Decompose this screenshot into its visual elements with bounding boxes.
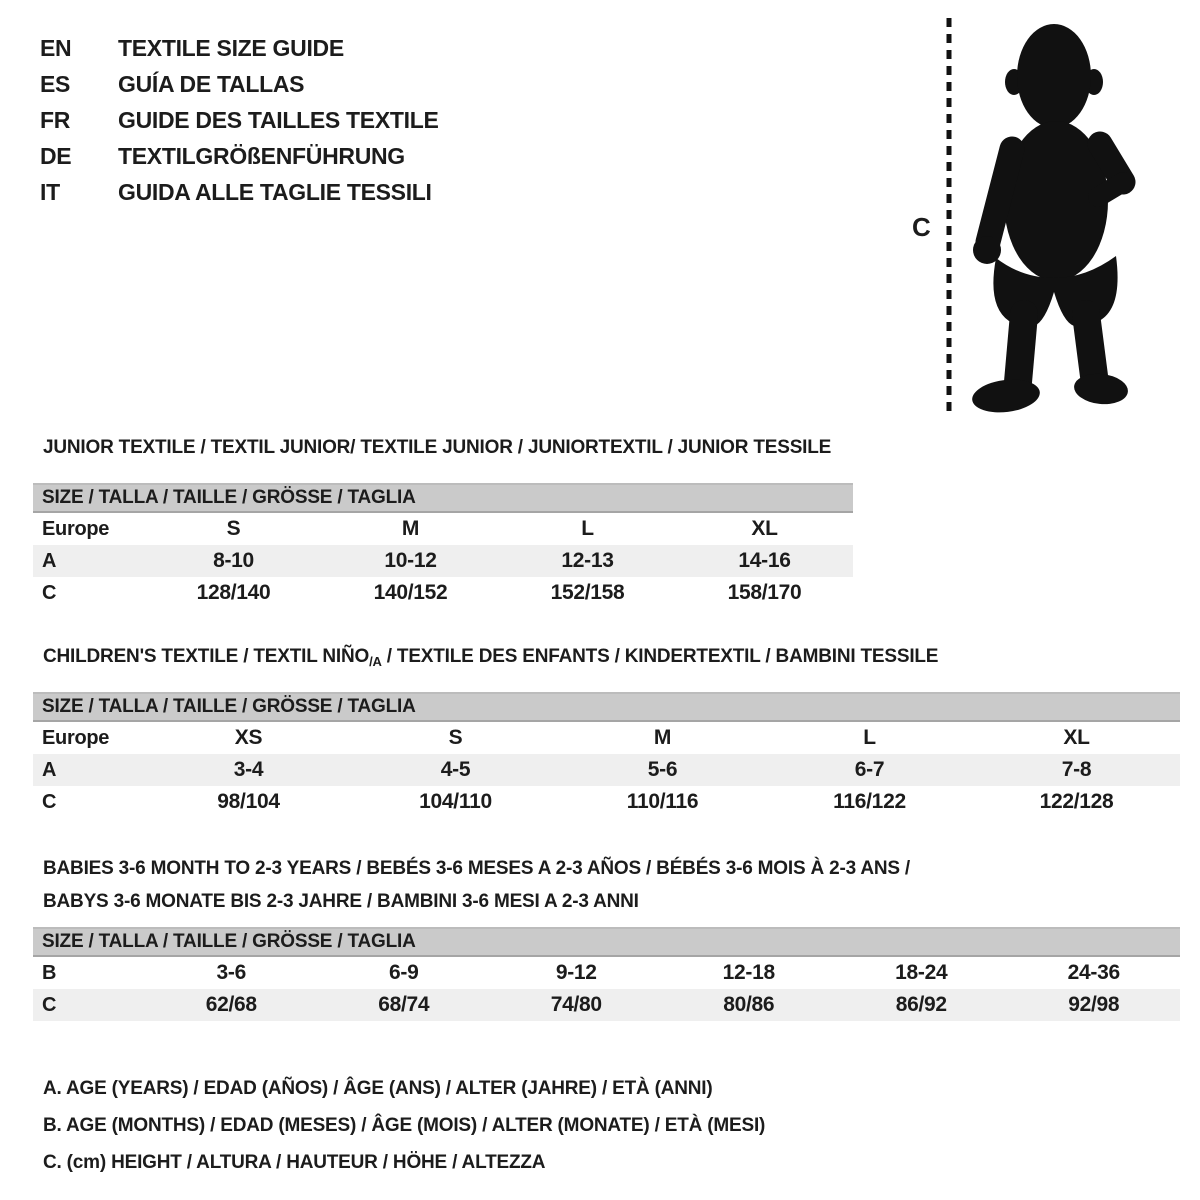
- table-cell: 128/140: [196, 581, 271, 604]
- table-cell: 152/158: [550, 581, 625, 604]
- language-row: [40, 138, 439, 174]
- language-code: EN: [40, 35, 72, 61]
- children-title-part: CHILDREN'S TEXTILE / TEXTIL NIÑO: [43, 646, 370, 667]
- language-title: TEXTILE SIZE GUIDE: [118, 35, 344, 61]
- table-cell: XL: [1063, 726, 1090, 749]
- row-label: C: [42, 790, 57, 813]
- row-label: A: [42, 758, 57, 781]
- row-label: Europe: [42, 726, 110, 749]
- language-row: [40, 30, 439, 66]
- height-measure-label: C: [912, 212, 931, 242]
- table-cell: M: [401, 517, 420, 540]
- table-cell: 116/122: [833, 790, 906, 813]
- table-cell: 24-36: [1067, 961, 1120, 984]
- table-cell: 104/110: [419, 790, 492, 813]
- table-cell: XL: [751, 517, 778, 540]
- babies-section-title: [43, 852, 910, 918]
- table-cell: 74/80: [550, 993, 602, 1016]
- junior-section-title: JUNIOR TEXTILE / TEXTIL JUNIOR/ TEXTILE JUNIOR / JUNIORTEXTIL / JUNIOR TESSILE: [43, 437, 832, 458]
- table-cell: 140/152: [373, 581, 448, 604]
- table-cell: 62/68: [205, 993, 257, 1016]
- row-label: C: [42, 581, 57, 604]
- table-row: [33, 577, 853, 609]
- table-cell: XS: [234, 726, 263, 749]
- size-header-bar: SIZE / TALLA / TAILLE / GRÖSSE / TAGLIA: [33, 927, 1180, 957]
- table-cell: 80/86: [723, 993, 775, 1016]
- table-cell: 92/98: [1068, 993, 1120, 1016]
- language-title: GUIDA ALLE TAGLIE TESSILI: [118, 179, 432, 205]
- table-cell: 68/74: [378, 993, 430, 1016]
- children-section-title: [43, 646, 938, 669]
- table-cell: 98/104: [217, 790, 280, 813]
- table-row: [33, 722, 1180, 754]
- height-measure-dashed-line: [945, 16, 953, 418]
- table-cell: 122/128: [1039, 790, 1114, 813]
- table-row: [33, 989, 1180, 1021]
- table-row: [33, 786, 1180, 818]
- language-code: IT: [40, 179, 60, 205]
- toddler-silhouette-icon: [966, 16, 1138, 420]
- babies-title-line1: BABIES 3-6 MONTH TO 2-3 YEARS / BEBÉS 3-6 MESES A 2-3 AÑOS / BÉBÉS 3-6 MOIS À 2-3 ANS /: [43, 858, 911, 879]
- language-row: [40, 102, 439, 138]
- table-cell: M: [653, 726, 672, 749]
- table-cell: 10-12: [384, 549, 437, 572]
- language-title: TEXTILGRÖßENFÜHRUNG: [118, 143, 405, 169]
- table-cell: 12-18: [722, 961, 775, 984]
- table-row: [33, 513, 853, 545]
- language-title: GUIDE DES TAILLES TEXTILE: [118, 107, 439, 133]
- table-cell: 4-5: [440, 758, 471, 781]
- table-row: [33, 957, 1180, 989]
- table-cell: 158/170: [727, 581, 802, 604]
- table-cell: 7-8: [1061, 758, 1092, 781]
- table-row: [33, 754, 1180, 786]
- table-row: [33, 545, 853, 577]
- table-cell: 9-12: [555, 961, 597, 984]
- babies-size-table: [33, 927, 1180, 1021]
- size-header-bar: SIZE / TALLA / TAILLE / GRÖSSE / TAGLIA: [33, 483, 853, 513]
- row-label: Europe: [42, 517, 110, 540]
- children-title-subscript: /A: [369, 654, 382, 669]
- row-label: B: [42, 961, 57, 984]
- language-code: FR: [40, 107, 71, 133]
- table-cell: S: [226, 517, 241, 540]
- legend-line-a: A. AGE (YEARS) / EDAD (AÑOS) / ÂGE (ANS) / ALTER (JAHRE) / ETÀ (ANNI): [43, 1078, 713, 1099]
- table-cell: 12-13: [561, 549, 614, 572]
- language-code: ES: [40, 71, 71, 97]
- legend-line-c: C. (cm) HEIGHT / ALTURA / HAUTEUR / HÖHE / ALTEZZA: [43, 1152, 546, 1173]
- table-cell: L: [581, 517, 594, 540]
- table-cell: 110/116: [626, 790, 699, 813]
- table-cell: 86/92: [895, 993, 947, 1016]
- language-row: [40, 174, 439, 210]
- language-code: DE: [40, 143, 72, 169]
- table-cell: 5-6: [647, 758, 678, 781]
- junior-size-table: [33, 483, 853, 609]
- table-cell: 14-16: [738, 549, 791, 572]
- language-title-list: [40, 30, 439, 210]
- row-label: A: [42, 549, 57, 572]
- language-row: [40, 66, 439, 102]
- babies-title-line2: BABYS 3-6 MONATE BIS 2-3 JAHRE / BAMBINI 3-6 MESI A 2-3 ANNI: [43, 891, 639, 912]
- table-cell: S: [448, 726, 463, 749]
- legend: [43, 1070, 765, 1181]
- table-cell: L: [863, 726, 876, 749]
- row-label: C: [42, 993, 57, 1016]
- children-title-part: / TEXTILE DES ENFANTS / KINDERTEXTIL / BAMBINI TESSILE: [381, 646, 939, 667]
- legend-line-b: B. AGE (MONTHS) / EDAD (MESES) / ÂGE (MOIS) / ALTER (MONATE) / ETÀ (MESI): [43, 1115, 766, 1136]
- table-cell: 8-10: [213, 549, 254, 572]
- table-cell: 18-24: [895, 961, 948, 984]
- size-header-bar: SIZE / TALLA / TAILLE / GRÖSSE / TAGLIA: [33, 692, 1180, 722]
- table-cell: 3-6: [216, 961, 246, 984]
- table-cell: 6-9: [389, 961, 419, 984]
- language-title: GUÍA DE TALLAS: [118, 71, 305, 97]
- table-cell: 3-4: [233, 758, 264, 781]
- children-size-table: [33, 692, 1180, 818]
- table-cell: 6-7: [854, 758, 885, 781]
